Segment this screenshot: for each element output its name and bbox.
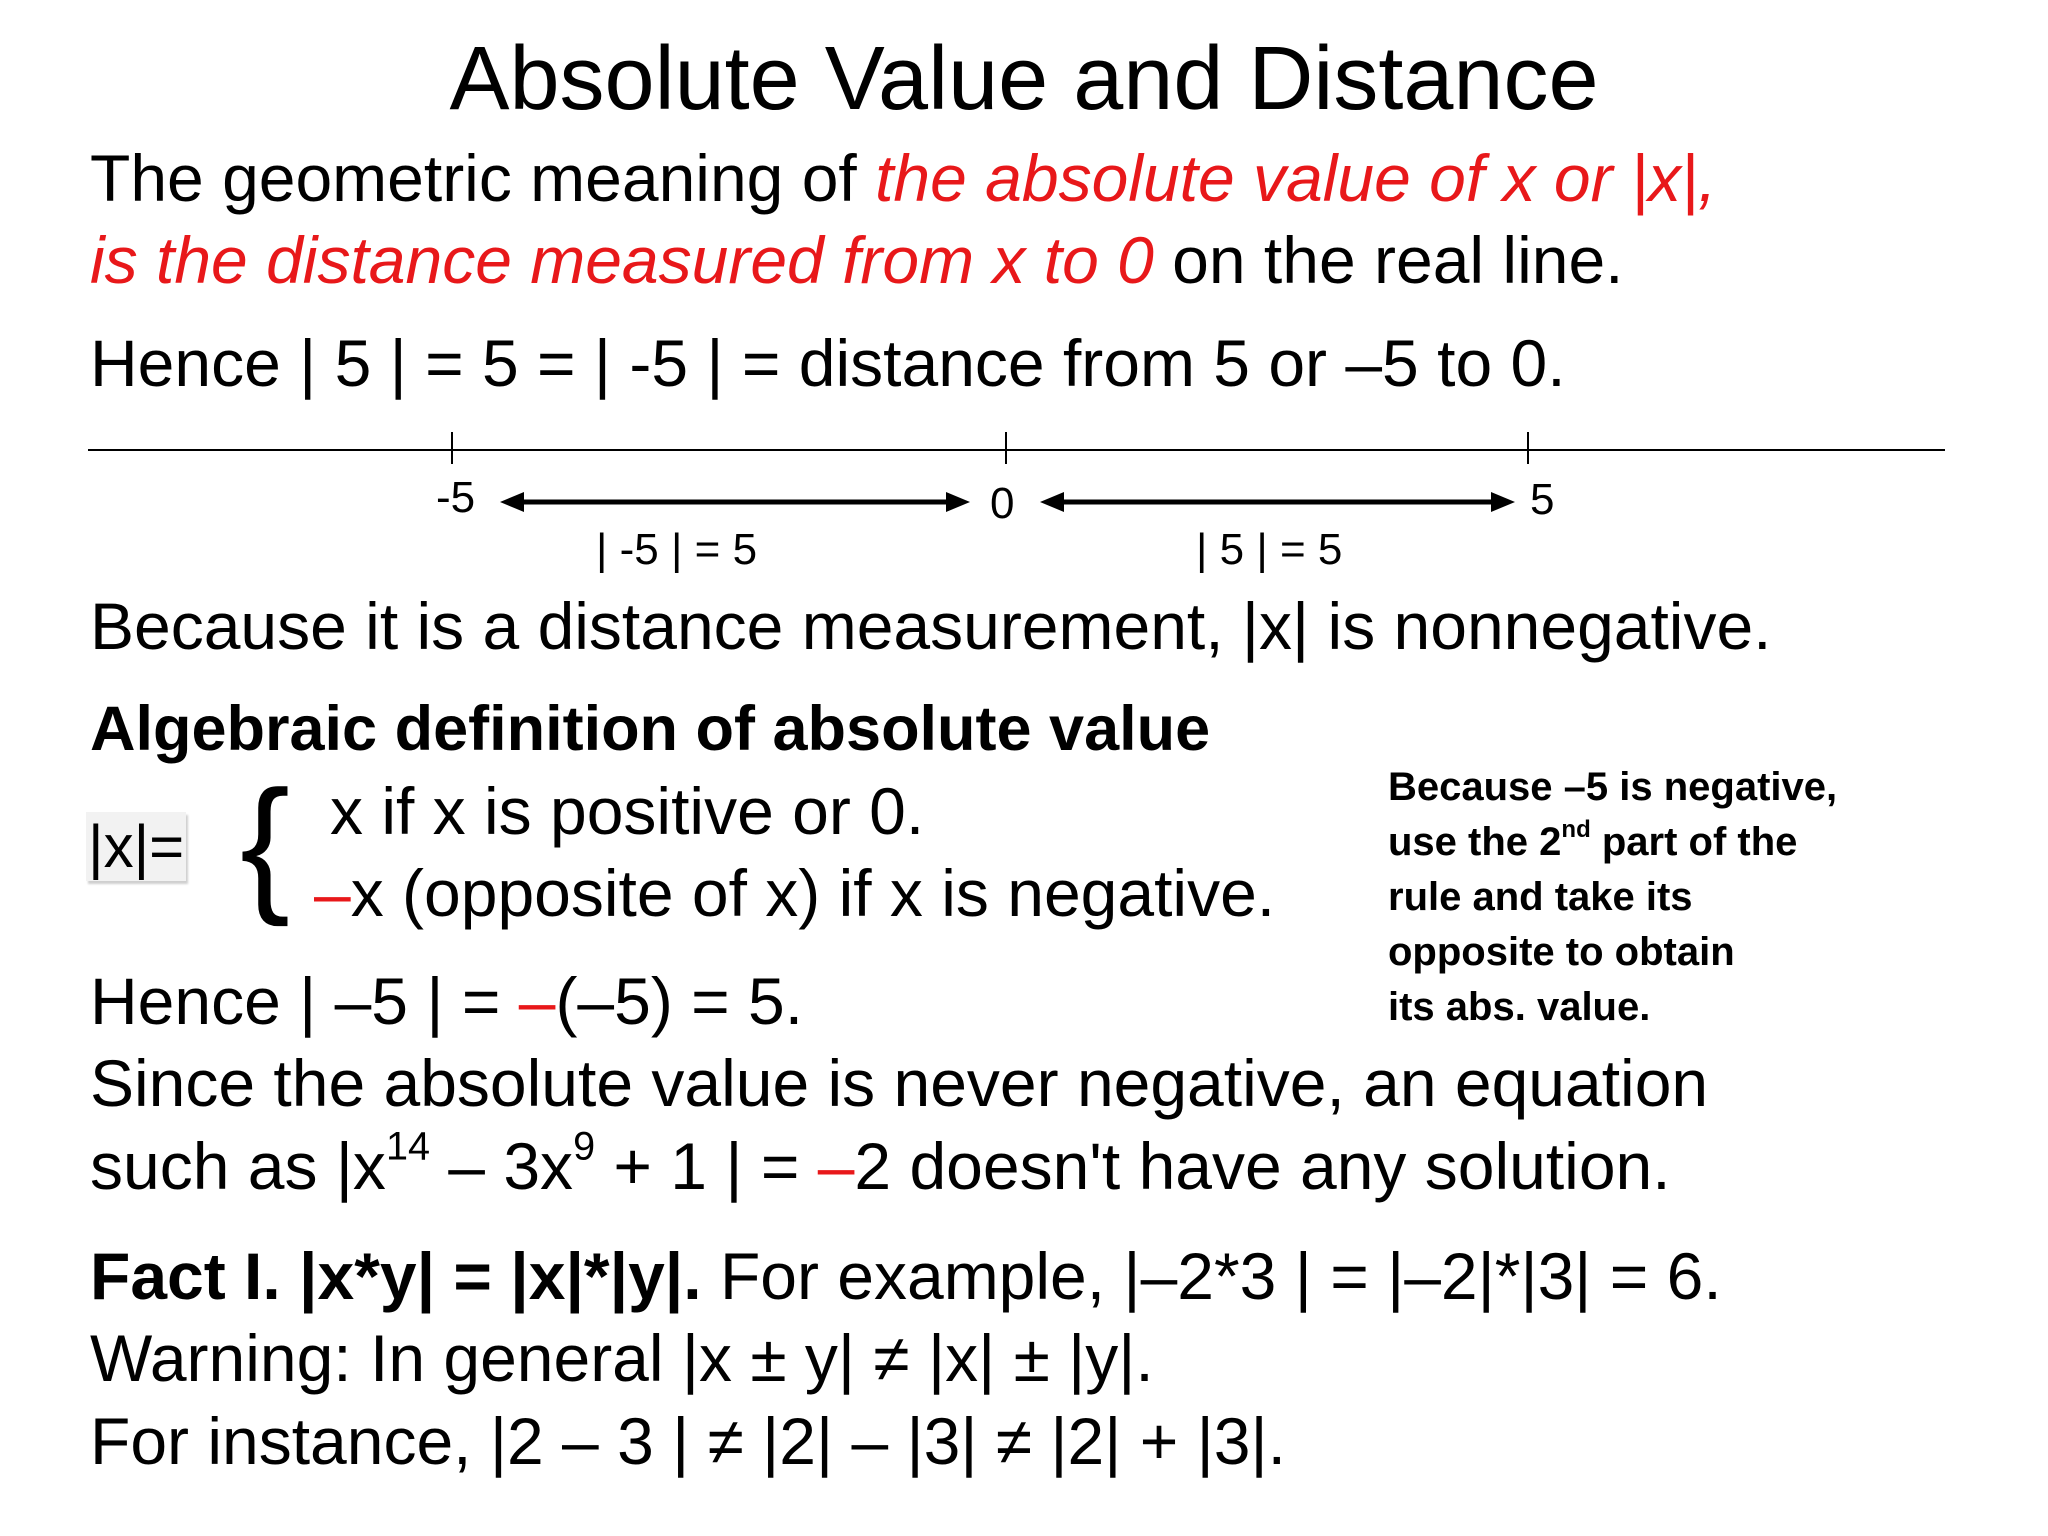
tick-label: 5: [1530, 475, 1555, 524]
hence-distance-line: Hence | 5 | = 5 = | -5 | = distance from 5 or –5 to 0.: [90, 326, 1566, 400]
right-distance-label: | 5 | = 5: [1196, 525, 1343, 574]
fact-title: Fact I. |x*y| = |x|*|y|.: [90, 1239, 702, 1313]
minus-sign: –: [817, 1129, 855, 1203]
intro-line-1: [90, 140, 1717, 216]
right-distance-arrow: [1040, 492, 1515, 512]
slide-title: Absolute Value and Distance: [449, 29, 1599, 129]
minus-sign: –: [314, 856, 351, 930]
note-line: rule and take its: [1388, 875, 1693, 919]
nonnegative-statement: Because it is a distance measurement, |x| is nonnegative.: [90, 589, 1772, 663]
note-line: use the 2nd part of the: [1388, 816, 1798, 864]
note-line: opposite to obtain: [1388, 930, 1735, 974]
tick-label: -5: [436, 473, 476, 522]
note-line: its abs. value.: [1388, 985, 1651, 1029]
intro-emphasis: is the distance measured from x to 0: [90, 223, 1154, 297]
side-note: [1388, 760, 1837, 1035]
case-negative: –x (opposite of x) if x is negative.: [314, 856, 1276, 930]
left-distance-arrow: [500, 492, 970, 512]
since-line-1: Since the absolute value is never negative, an equation: [90, 1046, 1709, 1120]
warning-line: Warning: In general |x ± y| ≠ |x| ± |y|.: [90, 1321, 1154, 1395]
tick-label: 0: [990, 479, 1015, 528]
section-heading: Algebraic definition of absolute value: [90, 694, 1211, 764]
intro-text: The geometric meaning of: [90, 141, 876, 215]
number-line: [0, 420, 2048, 600]
fact-one: Fact I. |x*y| = |x|*|y|. For example, |–2*3 | = |–2|*|3| = 6.: [90, 1239, 1722, 1313]
piecewise-brace: {: [240, 759, 291, 927]
case-positive: x if x is positive or 0.: [330, 774, 925, 848]
hence-example: Hence | –5 | = –(–5) = 5.: [90, 964, 804, 1038]
minus-sign: –: [518, 964, 556, 1038]
since-line-2: such as $|x^{14} - 3x^9 + 1$ | = –2 doesn't have any solution.: [90, 1124, 1671, 1203]
left-distance-label: | -5 | = 5: [596, 525, 758, 574]
intro-emphasis: the absolute value of x or |x|,: [875, 141, 1717, 215]
instance-line: For instance, |2 – 3 | ≠ |2| – |3| ≠ |2| + |3|.: [90, 1404, 1286, 1478]
intro-line-2: [90, 222, 1623, 298]
abs-x-lhs: |x|=: [88, 813, 185, 880]
note-line: Because –5 is negative,: [1388, 765, 1838, 809]
intro-text: on the real line.: [1153, 223, 1624, 297]
